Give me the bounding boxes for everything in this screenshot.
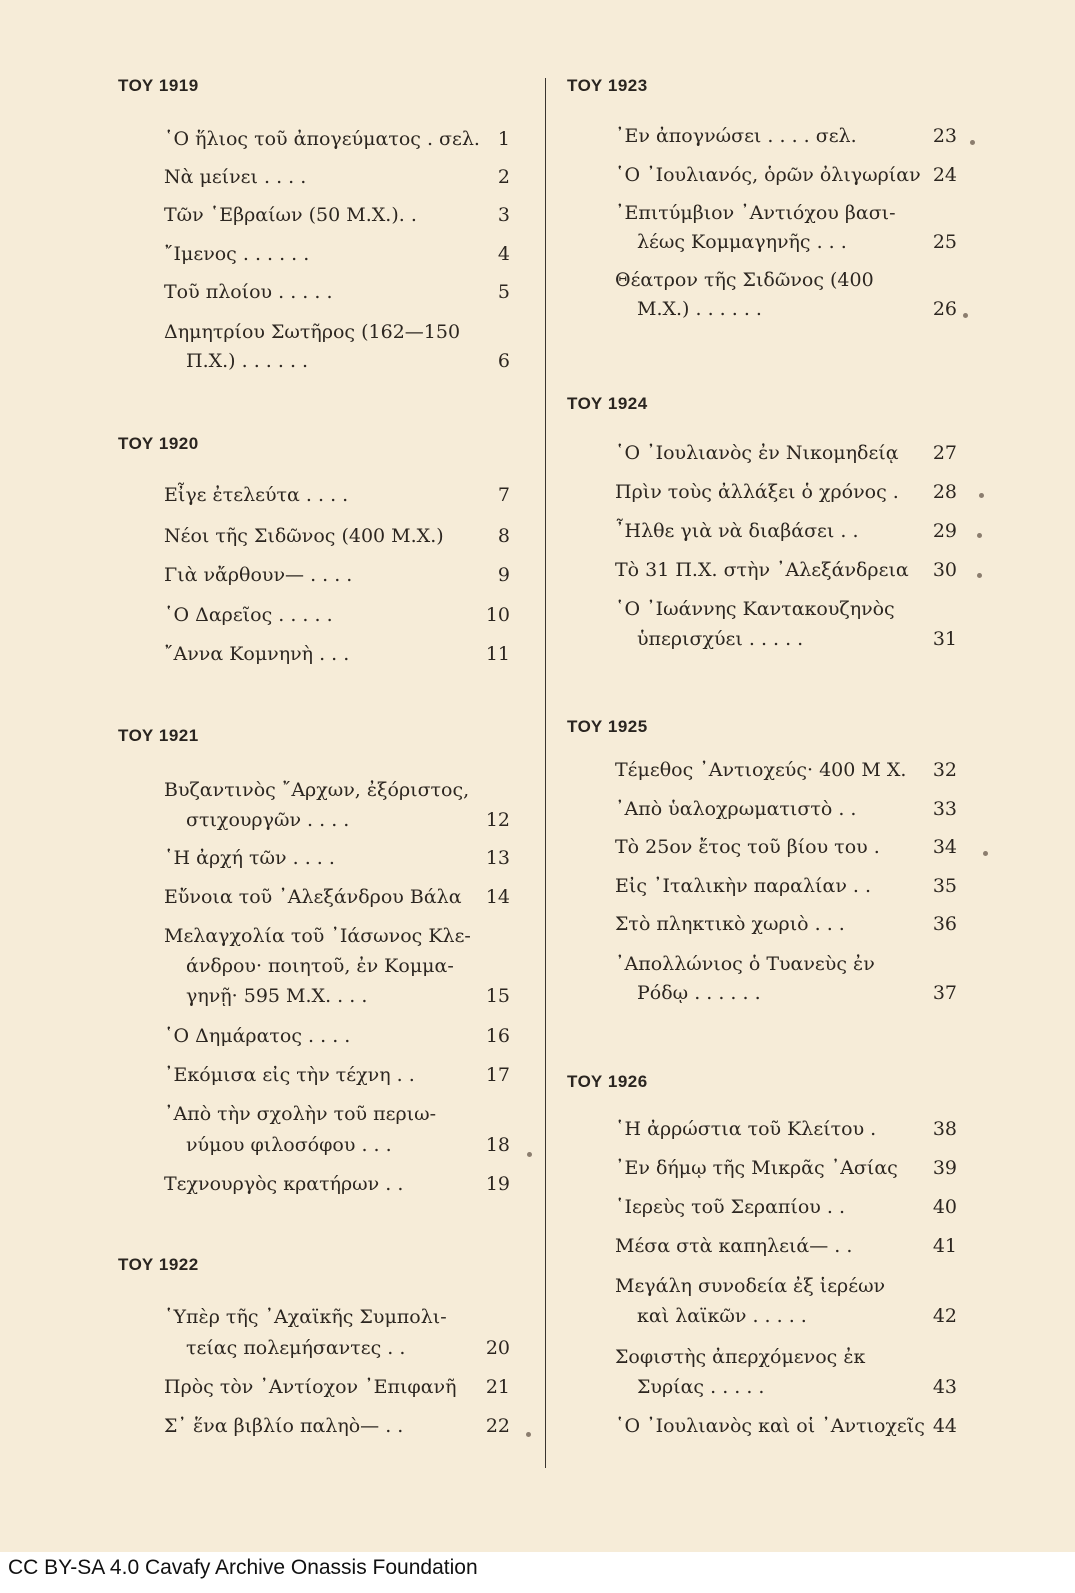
page-number: 2 [497,166,510,188]
entry-title: ῾Η ἀρχή τῶν . . . . [164,847,335,869]
section-year-heading: ΤΟΥ 1922 [118,1255,199,1274]
ink-speck [977,573,982,578]
page-number: 19 [485,1173,510,1195]
entry-title: Τὸ 31 Π.Χ. στὴν ᾿Αλεξάνδρεια [615,559,909,581]
entry-title: Νὰ μείνει . . . . [164,166,307,188]
entry-title: ᾿Απολλώνιος ὁ Τυανεὺς ἐν [615,953,875,975]
entry-title-continuation: Μ.Χ.) . . . . . . [637,298,762,320]
page-number: 10 [485,604,510,626]
page-number: 35 [932,875,957,897]
entry-title: ῾Ο ᾿Ιουλιανός, ὁρῶν ὀλιγωρίαν [615,164,921,186]
entry-title: ῾Ο ᾿Ιουλιανὸς ἐν Νικομηδείᾳ [615,442,899,464]
entry-title: ῾Ο ἥλιος τοῦ ἀπογεύματος . σελ. [164,128,480,150]
entry-title: Εἰς ᾿Ιταλικὴν παραλίαν . . [615,875,872,897]
entry-title: Μελαγχολία τοῦ ᾿Ιάσωνος Κλε- [164,925,471,947]
page-number: 15 [485,985,510,1007]
column-divider [545,78,546,1468]
entry-title: Νέοι τῆς Σιδῶνος (400 Μ.Χ.) [164,525,444,547]
page-number: 38 [932,1118,957,1140]
entry-title-continuation: γηνῇ· 595 Μ.Χ. . . . [186,985,368,1007]
entry-title: Θέατρον τῆς Σιδῶνος (400 [615,269,874,291]
ink-speck [979,493,984,498]
section-year-heading: ΤΟΥ 1920 [118,434,199,453]
entry-title: Μέσα στὰ καπηλειά— . . [615,1235,853,1257]
entry-title: Τοῦ πλοίου . . . . . [164,281,333,303]
page-number: 28 [932,481,957,503]
entry-title: Γιὰ νἄρθουν— . . . . [164,564,353,586]
entry-title: ᾿Απὸ ὑαλοχρωματιστὸ . . [615,798,857,820]
section-year-heading: ΤΟΥ 1921 [118,726,199,745]
entry-title-continuation: στιχουργῶν . . . . [186,809,350,831]
entry-title: ῏Ηλθε γιὰ νὰ διαβάσει . . [615,520,859,542]
entry-title-continuation: Π.Χ.) . . . . . . [186,350,309,372]
page-number: 9 [497,564,510,586]
page-number: 30 [932,559,957,581]
entry-title: ῎Ιμενος . . . . . . [164,243,310,265]
page-number: 43 [932,1376,957,1398]
entry-title: Εἶγε ἐτελεύτα . . . . [164,484,349,506]
page-number: 26 [932,298,957,320]
page-number: 44 [932,1415,957,1437]
entry-title-continuation: τείας πολεμήσαντες . . [186,1337,406,1359]
entry-title-continuation: άνδρου· ποιητοῦ, ἐν Κομμα- [186,955,454,977]
page-number: 14 [485,886,510,908]
page-number: 41 [932,1235,957,1257]
page-number: 40 [932,1196,957,1218]
section-year-heading: ΤΟΥ 1924 [567,394,648,413]
entry-title: ᾿Εκόμισα εἰς τὴν τέχνη . . [164,1064,415,1086]
page-number: 39 [932,1157,957,1179]
page-number: 29 [932,520,957,542]
entry-title: Τῶν ῾Εβραίων (50 Μ.Χ.). . [164,204,417,226]
page-number: 32 [932,759,957,781]
ink-speck [963,313,968,318]
page-number: 12 [485,809,510,831]
entry-title: ῾Υπὲρ τῆς ᾿Αχαϊκῆς Συμπολι- [164,1306,447,1328]
page-number: 25 [932,231,957,253]
entry-title: Σοφιστὴς ἀπερχόμενος ἐκ [615,1346,866,1368]
section-year-heading: ΤΟΥ 1919 [118,76,199,95]
page-number: 17 [485,1064,510,1086]
page-number: 3 [497,204,510,226]
page-number: 6 [497,350,510,372]
page-number: 22 [485,1415,510,1437]
entry-title: Μεγάλη συνοδεία ἐξ ἱερέων [615,1275,886,1297]
entry-title: ῾Ο Δημάρατος . . . . [164,1025,351,1047]
page-number: 5 [497,281,510,303]
entry-title: ῾Ο ᾿Ιουλιανὸς καὶ οἱ ᾿Αντιοχεῖς [615,1415,925,1437]
page-number: 34 [932,836,957,858]
ink-speck [527,1152,532,1157]
ink-speck [970,140,975,145]
page-number: 33 [932,798,957,820]
entry-title: ᾿Απὸ τὴν σχολὴν τοῦ περιω- [164,1103,437,1125]
page-number: 13 [485,847,510,869]
entry-title: ᾿Εν δήμῳ τῆς Μικρᾶς ᾿Ασίας [615,1157,898,1179]
page-number: 37 [932,982,957,1004]
page-number: 23 [932,125,957,147]
page-number: 11 [485,643,510,665]
page-number: 20 [485,1337,510,1359]
page-number: 18 [485,1134,510,1156]
page-number: 16 [485,1025,510,1047]
entry-title: Σ᾿ ἕνα βιβλίο παληὸ— . . [164,1415,404,1437]
page-number: 21 [485,1376,510,1398]
entry-title-continuation: Συρίας . . . . . [637,1376,765,1398]
entry-title: Τέμεθος ᾿Αντιοχεύς· 400 Μ Χ. [615,759,907,781]
entry-title-continuation: ὑπερισχύει . . . . . [637,628,804,650]
page-number: 36 [932,913,957,935]
entry-title: Βυζαντινὸς ῎Αρχων, ἐξόριστος, [164,779,470,801]
entry-title: ῎Αννα Κομνηνὴ . . . [164,643,350,665]
page-number: 31 [932,628,957,650]
ink-speck [983,851,988,856]
entry-title: Δημητρίου Σωτῆρος (162—150 [164,321,461,343]
section-year-heading: ΤΟΥ 1926 [567,1072,648,1091]
entry-title: Εὔνοια τοῦ ᾿Αλεξάνδρου Βάλα [164,886,462,908]
license-footer: CC BY-SA 4.0 Cavafy Archive Onassis Foundation [8,1556,478,1579]
page-number: 27 [932,442,957,464]
entry-title: Πρὶν τοὺς ἀλλάξει ὁ χρόνος . [615,481,899,503]
section-year-heading: ΤΟΥ 1923 [567,76,648,95]
entry-title: ᾿Επιτύμβιον ᾿Αντιόχου βασι- [615,202,896,224]
entry-title-continuation: νύμου φιλοσόφου . . . [186,1134,392,1156]
page-number: 8 [497,525,510,547]
entry-title-continuation: Ρόδῳ . . . . . . [637,982,761,1004]
page-number: 7 [497,484,510,506]
ink-speck [526,1432,531,1437]
entry-title: ῾Η ἀρρώστια τοῦ Κλείτου . [615,1118,877,1140]
entry-title: ῾Ιερεὺς τοῦ Σεραπίου . . [615,1196,845,1218]
page-number: 24 [932,164,957,186]
entry-title: Τεχνουργὸς κρατήρων . . [164,1173,404,1195]
entry-title: Στὸ πληκτικὸ χωριὸ . . . [615,913,845,935]
page-number: 42 [932,1305,957,1327]
entry-title-continuation: λέως Κομμαγηνῆς . . . [637,231,847,253]
entry-title-continuation: καὶ λαϊκῶν . . . . . [637,1305,807,1327]
entry-title: ῾Ο ᾿Ιωάννης Καντακουζηνὸς [615,598,895,620]
page-number: 4 [497,243,510,265]
section-year-heading: ΤΟΥ 1925 [567,717,648,736]
ink-speck [977,533,982,538]
entry-title: Τὸ 25ον ἔτος τοῦ βίου του . [615,836,880,858]
entry-title: ῾Ο Δαρεῖος . . . . . [164,604,333,626]
entry-title: Πρὸς τὸν ᾿Αντίοχον ᾿Επιφανῆ [164,1376,457,1398]
page-number: 1 [497,128,510,150]
entry-title: ᾿Εν ἀπογνώσει . . . . σελ. [615,125,857,147]
